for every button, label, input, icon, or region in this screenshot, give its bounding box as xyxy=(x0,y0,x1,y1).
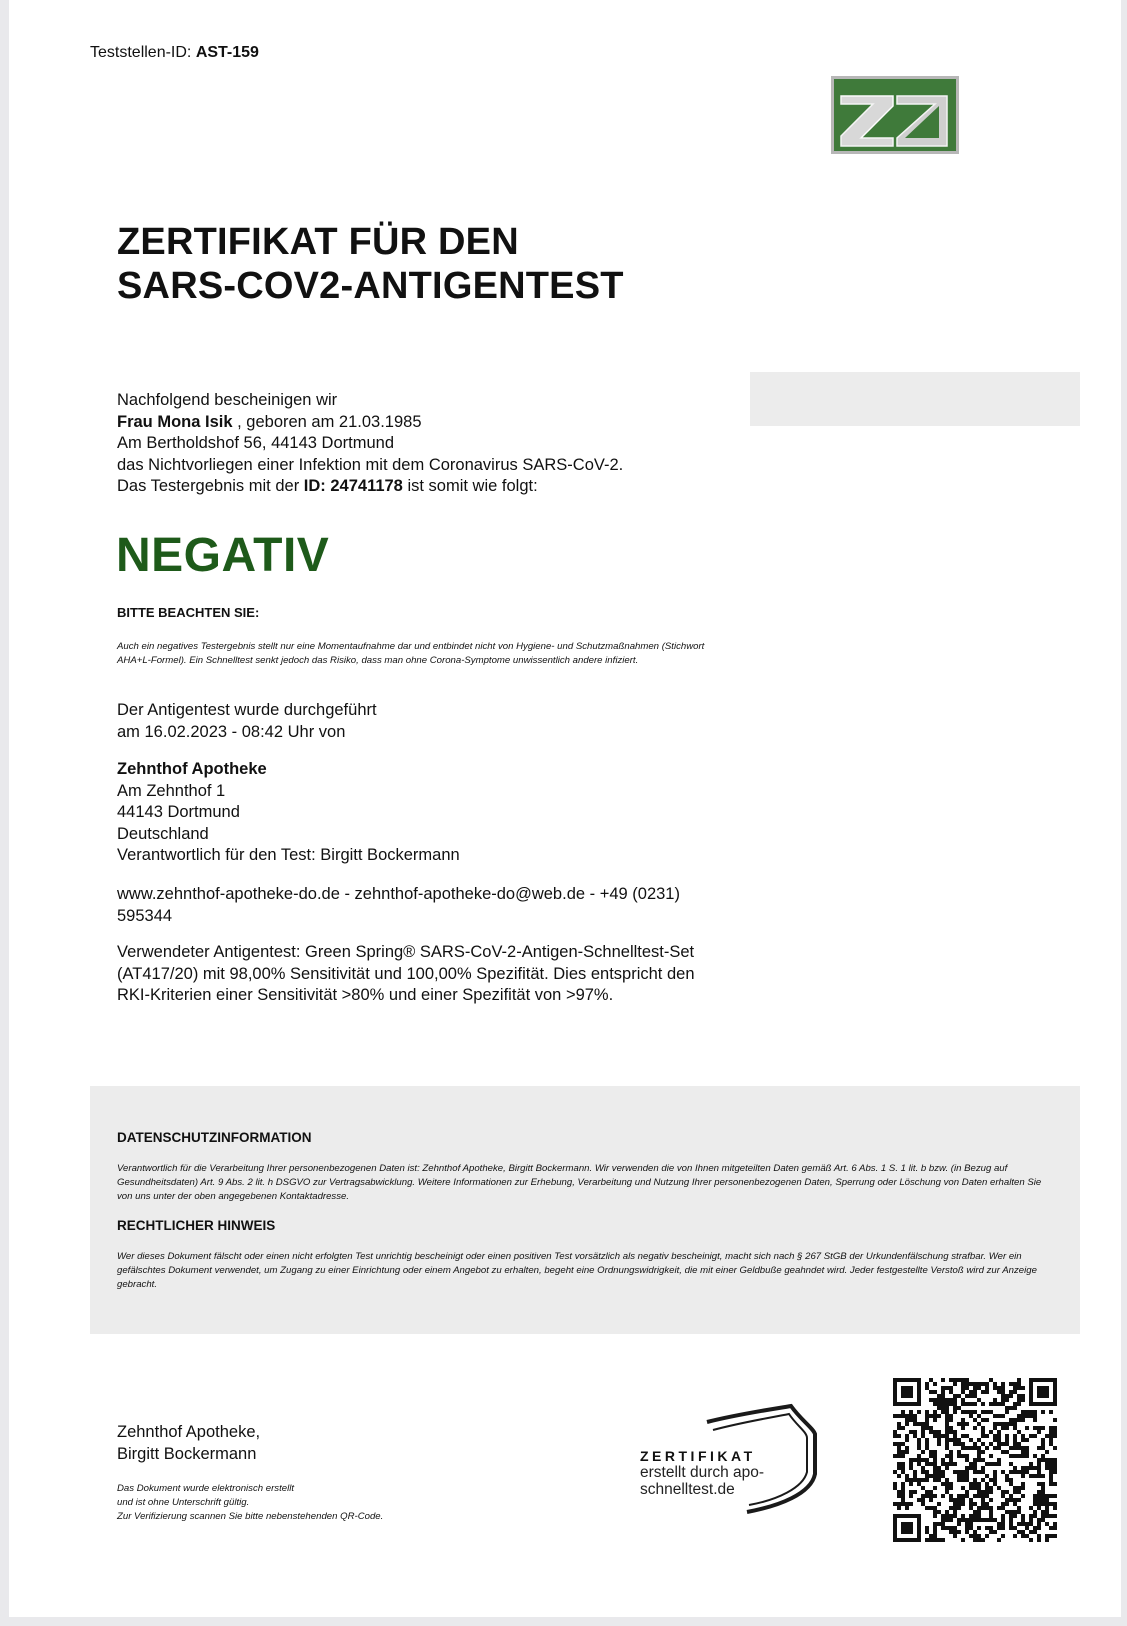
footer-note: Das Dokument wurde elektronisch erstellt und ist ohne Unterschrift gültig. Zur Verifizierung scannen Sie bitte nebenstehenden QR-Code. xyxy=(117,1483,384,1522)
test-performed: Der Antigentest wurde durchgeführt am 16.02.2023 - 08:42 Uhr von xyxy=(117,701,377,741)
privacy-heading: DATENSCHUTZINFORMATION xyxy=(117,1130,312,1145)
signature-block: Zehnthof Apotheke, Birgitt Bockermann xyxy=(117,1423,261,1463)
legal-heading: RECHTLICHER HINWEIS xyxy=(117,1218,276,1233)
privacy-text: Verantwortlich für die Verarbeitung Ihrer personenbezogenen Daten ist: Zehnthof Apotheke, Birgitt Bockermann. Wir verwenden die von Ihnen mitgeteilten Daten gemäß Art. 6 Abs. 1 S. 1 lit. b bzw. (in Bezug auf Gesundheitsdaten) Art. 9 Abs. 2 lit. h DSGVO zur Vertragsabwicklung. Weitere Informationen zur Erhebung, Verarbeitung und Nutzung Ihrer personenbezogenen Daten, Sperrung oder Löschung von Daten erhalten Sie von uns unter der oben angegebenen Kontaktadresse. xyxy=(117,1163,1042,1202)
pharmacy-logo-icon xyxy=(831,76,959,154)
test-id: ID: 24741178 xyxy=(303,477,403,495)
intro-text: Nachfolgend bescheinigen wir Frau Mona Isik , geboren am 21.03.1985 Am Bertholdshof 56, 44143 Dortmund das Nichtvorliegen einer Infektion mit dem Coronavirus SARS-CoV-2. Das Testergebnis mit der ID: 24741178 ist somit wie folgt: xyxy=(117,391,624,495)
page-title: ZERTIFIKAT FÜR DEN SARS-COV2-ANTIGENTEST xyxy=(117,221,624,307)
privacy-panel xyxy=(90,1086,1080,1334)
verification-qr-code[interactable] xyxy=(893,1378,1057,1542)
person-name: Frau Mona Isik xyxy=(117,412,233,431)
pharmacy-name: Zehnthof Apotheke xyxy=(117,760,267,778)
antigen-test-info: Verwendeter Antigentest: Green Spring® SARS-CoV-2-Antigen-Schnelltest-Set (AT417/20) mit 98,00% Sensitivität und 100,00% Spezifität. Dies entspricht den RKI-Kriterien einer Sensitivität >80% und einer Spezifität von >97%. xyxy=(117,943,695,1004)
badge-text: erstellt durch apo- schnelltest.de xyxy=(640,1464,765,1498)
certificate-page xyxy=(9,0,1121,1617)
test-result: NEGATIV xyxy=(116,529,330,582)
legal-text: Wer dieses Dokument fälscht oder einen nicht erfolgten Test unrichtig bescheinigt oder einen positiven Test vorsätzlich als negativ bescheinigt, macht sich nach § 267 StGB der Urkundenfälschung strafbar. Wer ein gefälschtes Dokument verwendet, um Zugang zu einer Einrichtung oder einem Angebot zu erhalten, begeht eine Ordnungswidrigkeit, die mit einer Geldbuße geahndet wird. Jeder festgestellte Verstoß wird zur Anzeige gebracht. xyxy=(117,1251,1037,1290)
notice-text: Auch ein negatives Testergebnis stellt nur eine Momentaufnahme dar und entbindet nicht von Hygiene- und Schutzmaßnahmen (Stichwort AHA+L-Formel). Ein Schnelltest senkt jedoch das Risiko, dass man ohne Corona-Symptome unwissentlich andere infiziert. xyxy=(117,641,705,666)
notice-heading: BITTE BEACHTEN SIE: xyxy=(117,605,260,620)
redacted-box xyxy=(750,372,1080,426)
pharmacy-address: Zehnthof Apotheke Am Zehnthof 1 44143 Dortmund Deutschland Verantwortlich für den Test: Birgitt Bockermann xyxy=(117,760,460,864)
badge-title: ZERTIFIKAT xyxy=(640,1448,756,1464)
pharmacy-contact: www.zehnthof-apotheke-do.de - zehnthof-apotheke-do@web.de - +49 (0231) 595344 xyxy=(117,885,680,925)
teststellen-id: Teststellen-ID: AST-159 xyxy=(90,44,259,61)
